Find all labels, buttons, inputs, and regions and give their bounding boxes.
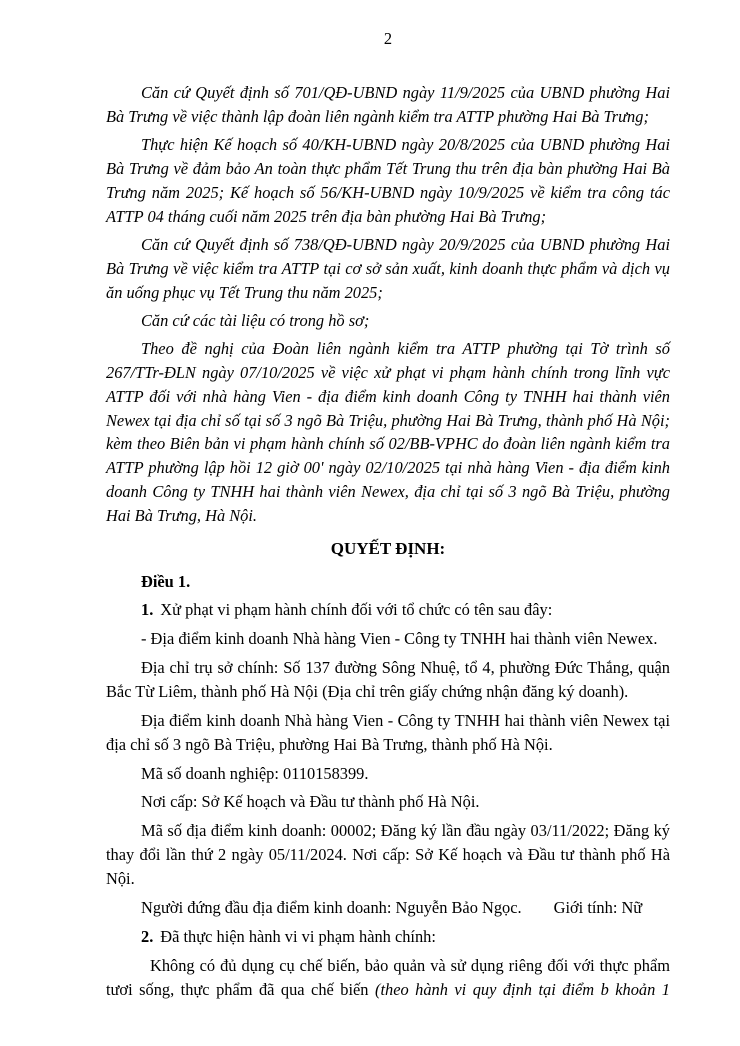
issuer-line: Nơi cấp: Sở Kế hoạch và Đầu tư thành phố Hà Nội. [141,792,480,812]
violation-reference: (theo hành vi quy định tại điểm b khoản 1 [374,979,670,999]
preamble-paragraph-5: Theo đề nghị của Đoàn liên ngành kiểm tra ATTP phường tại Tờ trình số 267/TTr-ĐLN ngày 07/10/2025 về việc xử phạt vi phạm hành chính trong lĩnh vực ATTP đối với nhà hàng Vien - địa điểm kinh doanh Công ty TNHH hai thành viên Newex tại địa chỉ số tại số 3 ngõ Bà Triệu, phường Hai Bà Trưng, thành phố Hà Nội; kèm theo Biên bản vi phạm hành chính số 02/BB-VPHC do đoàn liên ngành kiểm tra ATTP phường lập hồi 12 giờ 00' ngày 02/10/2025 tại nhà hàng Vien - địa điểm kinh doanh Công ty TNHH hai thành viên Newex, địa chỉ tại số 3 ngõ Bà Triệu, phường Hai Bà Trưng, Hà Nội. [106,339,670,525]
article-1-item-1 [106,598,670,622]
enterprise-code-line: Mã số doanh nghiệp: 0110158399. [141,763,369,783]
entity-line: - Địa điểm kinh doanh Nhà hàng Vien - Công ty TNHH hai thành viên Newex. [141,629,658,649]
head-office-line: Địa chỉ trụ sở chính: Số 137 đường Sông Nhuệ, tổ 4, phường Đức Thắng, quận Bắc Từ Liêm, thành phố Hà Nội (Địa chỉ trên giấy chứng nhận đăng ký doanh). [106,657,670,702]
business-location-line: Địa điểm kinh doanh Nhà hàng Vien - Công ty TNHH hai thành viên Newex tại địa chỉ số 3 ngõ Bà Triệu, phường Hai Bà Trưng, thành phố Hà Nội. [106,710,670,754]
head-person-text: Người đứng đầu địa điểm kinh doanh: Nguyễn Bảo Ngọc. [141,898,522,918]
decision-heading: QUYẾT ĐỊNH: [330,538,446,558]
head-person-line [106,896,670,920]
violation-text: Không có đủ dụng cụ chế biến, bảo quản và sử dụng riêng đối với thực phẩm tươi sống, thực phẩm đã qua chế biến [106,955,670,999]
item-2-number: 2. [141,926,154,946]
article-1-item-2 [106,925,670,949]
preamble-paragraph-4: Căn cứ các tài liệu có trong hồ sơ; [141,310,370,330]
preamble-section [106,81,670,527]
item-1-number: 1. [141,600,154,620]
page-number: 2 [383,29,393,48]
item-2-text: Đã thực hiện hành vi vi phạm hành chính: [160,926,436,946]
item-1-text: Xử phạt vi phạm hành chính đối với tổ chức có tên sau đây: [160,600,553,620]
preamble-paragraph-1: Căn cứ Quyết định số 701/QĐ-UBND ngày 11/9/2025 của UBND phường Hai Bà Trưng về việc thành lập đoàn liên ngành kiểm tra ATTP phường Hai Bà Trưng; [106,83,670,126]
article-1-heading: Điều 1. [141,571,191,591]
preamble-paragraph-2: Thực hiện Kế hoạch số 40/KH-UBND ngày 20/8/2025 của UBND phường Hai Bà Trưng về đảm bảo An toàn thực phẩm Tết Trung thu trên địa bàn phường Hai Bà Trưng năm 2025; Kế hoạch số 56/KH-UBND ngày 10/9/2025 về kiểm tra công tác ATTP 04 tháng cuối năm 2025 trên địa bàn phường Hai Bà Trưng; [106,135,670,226]
violation-paragraph [106,954,670,1002]
preamble-paragraph-3: Căn cứ Quyết định số 738/QĐ-UBND ngày 20/9/2025 của UBND phường Hai Bà Trưng về việc kiểm tra ATTP tại cơ sở sản xuất, kinh doanh thực phẩm và dịch vụ ăn uống phục vụ Tết Trung thu năm 2025; [106,234,670,302]
location-code-line: Mã số địa điểm kinh doanh: 00002; Đăng ký lần đầu ngày 03/11/2022; Đăng ký thay đổi lần thứ 2 ngày 05/11/2024. Nơi cấp: Sở Kế hoạch và Đầu tư thành phố Hà Nội. [106,821,670,889]
gender-text: Giới tính: Nữ [553,898,643,918]
